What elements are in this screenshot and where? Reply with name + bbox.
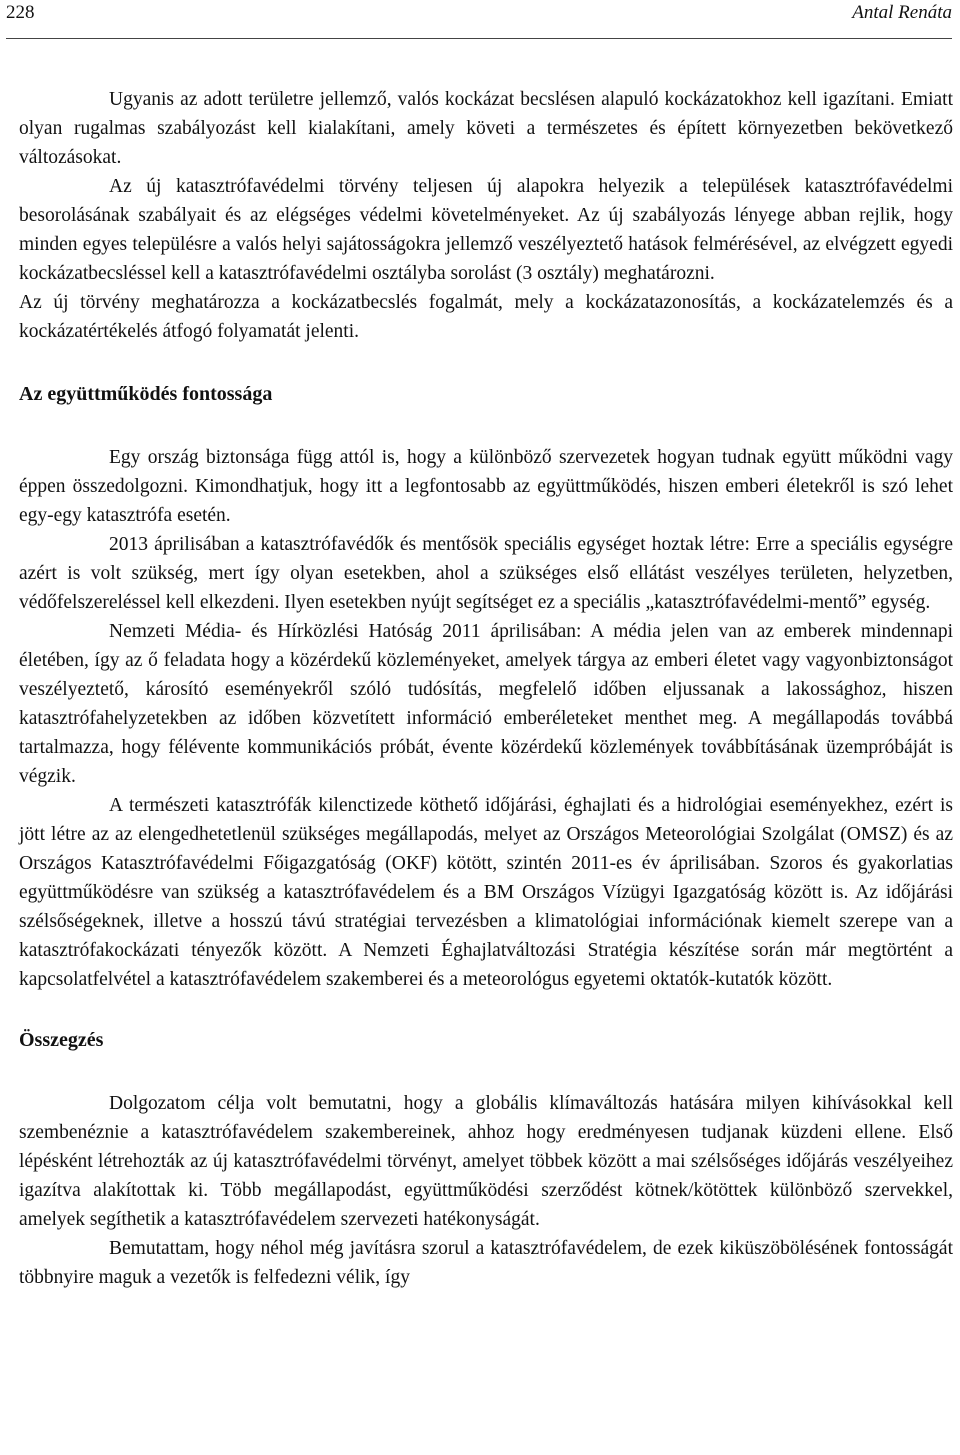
body-text	[19, 85, 953, 1292]
paragraph-new-law: Az új katasztrófavédelmi törvény teljesen új alapokra helyezik a települések katasztrófavédelmi besorolásának szabályait és az elégséges védelmi követelményeket. Az új szabályozás lényege abban rejlik, hogy minden egyes településre a valós helyi sajátosságokra jellemző veszélyeztető hatások felmérésével, az elvégzett egyedi kockázatbecsléssel kell a katasztrófavédelmi osztályba sorolást (3 osztály) meghatározni.	[19, 176, 953, 284]
paragraph-media-authority: Nemzeti Média- és Hírközlési Hatóság 2011 áprilisában: A média jelen van az emberek mindennapi életében, így az ő feladata hogy a közérdekű közleményeket, amelyek tárgya az emberi életet vagy vagyonbiztonságot veszélyeztető, károsító eseményekről szóló tudósítás, megfelelő időben eljussanak a lakossághoz, hiszen katasztrófahelyzetekben az időben közvetített információ emberéleteket menthet meg. A megállapodás továbbá tartalmazza, hogy félévente kommunikációs próbát, évente közérdekű közlemények továbbításának üzempróbáját is végzik.	[19, 621, 953, 787]
page-number: 228	[6, 2, 35, 23]
running-head-author: Antal Renáta	[852, 2, 952, 23]
paragraph-summary-conclusion: Bemutattam, hogy néhol még javításra szorul a katasztrófavédelem, de ezek kiküszöbölésének fontosságát többnyire maguk a vezetők is felfedezni vélik, így	[19, 1238, 953, 1288]
section-heading-cooperation: Az együttműködés fontossága	[19, 383, 273, 405]
paragraph-special-unit: 2013 áprilisában a katasztrófavédők és mentősök speciális egységet hoztak létre: Erre a speciális egységre azért is volt szükség, mert így olyan esetekben, ahol a szükséges első ellátást veszélyes területen, helyzetben, védőfelszereléssel kell elkezdeni. Ilyen esetekben nyújt segítséget ez a speciális „katasztrófavédelmi-mentő” egység.	[19, 534, 953, 613]
paragraph-cooperation-intro: Egy ország biztonsága függ attól is, hogy a különböző szervezetek hogyan tudnak együtt működni vagy éppen összedolgozni. Kimondhatjuk, hogy itt a legfontosabb az együttműködés, hiszen emberi életekről is szó lehet egy-egy katasztrófa esetén.	[19, 447, 953, 526]
page-header	[6, 0, 952, 39]
section-heading-summary: Összegzés	[19, 1029, 104, 1051]
paragraph-summary-goal: Dolgozatom célja volt bemutatni, hogy a globális klímaváltozás hatására milyen kihívásokkal kell szembenéznie a katasztrófavédelem szakembereinek, ahhoz hogy eredményesen tudjanak küzdeni ellene. Első lépésként létrehozták az új katasztrófavédelmi törvényt, amelyet többek között a mai szélsőséges időjárás veszélyeihez igazítva alakítottak ki. Több megállapodást, együttműködési szerződést kötnek/kötöttek különböző szervekkel, amelyek segíthetik a katasztrófavédelem szervezeti hatékonyságát.	[19, 1093, 953, 1230]
paragraph-meteorology: A természeti katasztrófák kilenctizede köthető időjárási, éghajlati és a hidrológiai eseményekhez, ezért is jött létre az az elengedhetetlenül szükséges megállapodás, melyet az Országos Meteorológiai Szolgálat (OMSZ) és az Országos Katasztrófavédelmi Főigazgatóság (OKF) kötött, szintén 2011-es év áprilisában. Szoros és gyakorlatias együttműködésre van szükség a katasztrófavédelem és a BM Országos Vízügyi Igazgatóság között is. Az időjárási szélsőségeknek, illetve a hosszú távú stratégiai tervezésben a klimatológiai információnak kiemelt szerepe van a katasztrófakockázati tényezők között. A Nemzeti Éghajlatváltozási Stratégia készítése során már megtörtént a kapcsolatfelvétel a katasztrófavédelem szakemberei és a meteorológus egyetemi oktatók-kutatók között.	[19, 795, 953, 990]
paragraph-risk-definition: Az új törvény meghatározza a kockázatbecslés fogalmát, mely a kockázatazonosítás, a kockázatelemzés és a kockázatértékelés átfogó folyamatát jelenti.	[19, 292, 953, 342]
paragraph-risk-adjustment: Ugyanis az adott területre jellemző, valós kockázat becslésen alapuló kockázatokhoz kell igazítani. Emiatt olyan rugalmas szabályozást kell kialakítani, amely követi a természetes és épített környezetben bekövetkező változásokat.	[19, 89, 953, 168]
